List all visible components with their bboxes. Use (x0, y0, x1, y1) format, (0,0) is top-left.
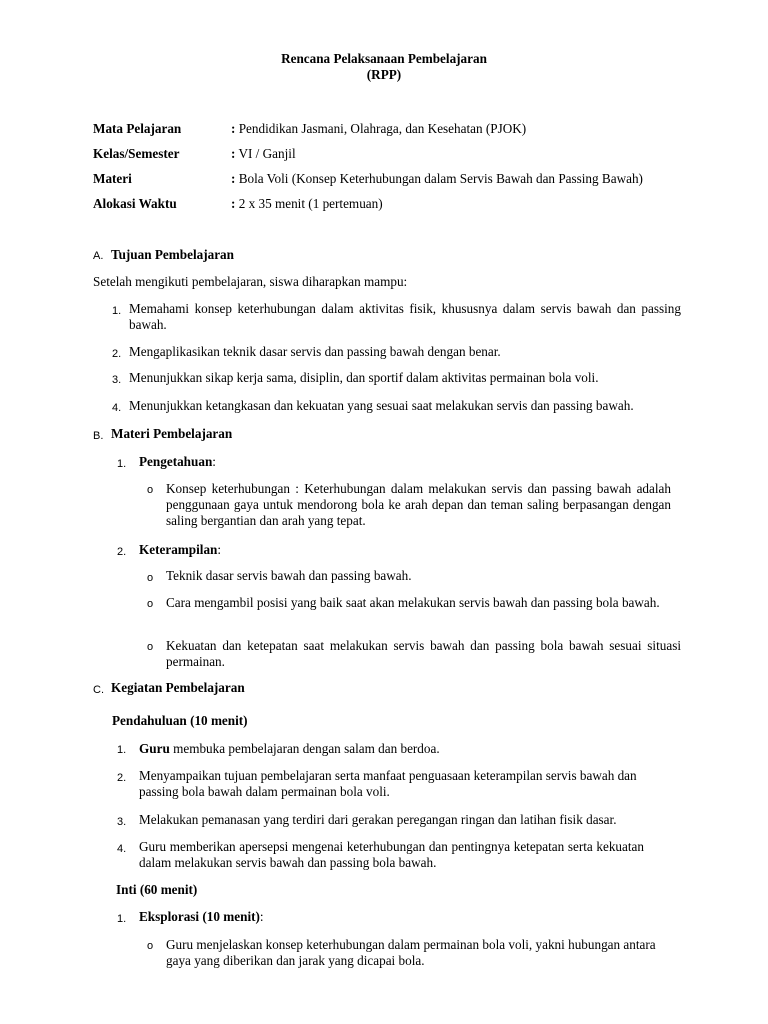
list-number: 1. (117, 913, 127, 925)
bullet-icon: o (147, 598, 154, 610)
list-number: 1. (117, 744, 127, 756)
subsection-keterampilan: Keterampilan: (139, 542, 222, 557)
document-subtitle: (RPP) (366, 67, 402, 82)
list-number: 3. (112, 374, 122, 386)
list-number: 4. (117, 843, 127, 855)
list-number: 4. (112, 402, 122, 414)
bullet-item: Teknik dasar servis bawah dan passing bawah. (166, 568, 412, 583)
list-item: Memahami konsep keterhubungan dalam aktivitas fisik, khususnya dalam servis bawah dan passing bawah. (129, 301, 681, 332)
info-value-alokasi-waktu: : 2 x 35 menit (1 pertemuan) (231, 196, 383, 211)
inti-heading: Inti (60 menit) (116, 882, 198, 897)
info-label-alokasi-waktu: Alokasi Waktu (93, 196, 177, 211)
section-c-marker: C. (93, 684, 104, 696)
subsection-eksplorasi: Eksplorasi (10 menit): (139, 909, 264, 924)
bullet-item: Kekuatan dan ketepatan saat melakukan servis bawah dan passing bola bawah sesuai situasi permainan. (166, 638, 681, 669)
list-number: 1. (117, 458, 127, 470)
info-label-mata-pelajaran: Mata Pelajaran (93, 121, 182, 136)
list-item: Mengaplikasikan teknik dasar servis dan passing bawah dengan benar. (129, 344, 501, 359)
list-number: 2. (117, 546, 127, 558)
section-b-heading: Materi Pembelajaran (111, 426, 233, 441)
subsection-pengetahuan: Pengetahuan: (139, 454, 216, 469)
section-c-heading: Kegiatan Pembelajaran (111, 680, 245, 695)
info-value-mata-pelajaran: : Pendidikan Jasmani, Olahraga, dan Kesehatan (PJOK) (231, 121, 527, 136)
list-item: Guru membuka pembelajaran dengan salam dan berdoa. (139, 741, 440, 756)
document-title: Rencana Pelaksanaan Pembelajaran (281, 51, 487, 66)
info-label-materi: Materi (93, 171, 132, 186)
info-value-materi: : Bola Voli (Konsep Keterhubungan dalam Servis Bawah dan Passing Bawah) (231, 171, 643, 186)
bullet-item: Cara mengambil posisi yang baik saat akan melakukan servis bawah dan passing bola bawah. (166, 595, 660, 610)
section-a-heading: Tujuan Pembelajaran (111, 247, 234, 262)
pendahuluan-heading: Pendahuluan (10 menit) (112, 713, 248, 728)
bullet-icon: o (147, 940, 154, 952)
list-item: Guru memberikan apersepsi mengenai keterhubungan dan pentingnya ketepatan serta kekuatan dalam melakukan servis bawah dan passing bola bawah. (139, 839, 644, 870)
list-number: 1. (112, 305, 122, 317)
section-b-marker: B. (93, 430, 104, 442)
list-number: 3. (117, 816, 127, 828)
list-item: Menunjukkan sikap kerja sama, disiplin, dan sportif dalam aktivitas permainan bola voli. (129, 370, 599, 385)
bullet-icon: o (147, 484, 154, 496)
list-item: Menyampaikan tujuan pembelajaran serta manfaat penguasaan keterampilan servis bawah dan passing bola bawah dalam permainan bola voli. (139, 768, 637, 799)
section-a-intro: Setelah mengikuti pembelajaran, siswa diharapkan mampu: (93, 274, 408, 289)
list-item: Menunjukkan ketangkasan dan kekuatan yang sesuai saat melakukan servis dan passing bawah. (129, 398, 634, 413)
list-number: 2. (117, 772, 127, 784)
bullet-item: Guru menjelaskan konsep keterhubungan dalam permainan bola voli, yakni hubungan antara gaya yang diberikan dan jarak yang dicapai bola. (166, 937, 656, 968)
list-number: 2. (112, 348, 122, 360)
bullet-icon: o (147, 641, 154, 653)
list-item: Melakukan pemanasan yang terdiri dari gerakan peregangan ringan dan latihan fisik dasar. (139, 812, 617, 827)
info-value-kelas-semester: : VI / Ganjil (231, 146, 296, 161)
bullet-icon: o (147, 572, 154, 584)
info-label-kelas-semester: Kelas/Semester (93, 146, 180, 161)
section-a-marker: A. (93, 250, 104, 262)
bullet-item: Konsep keterhubungan : Keterhubungan dalam melakukan servis dan passing bawah adalah penggunaan gaya untuk mendorong bola ke arah depan dan teman saling berpasangan dengan saling bergantian dan arah yang tepat. (166, 481, 671, 528)
